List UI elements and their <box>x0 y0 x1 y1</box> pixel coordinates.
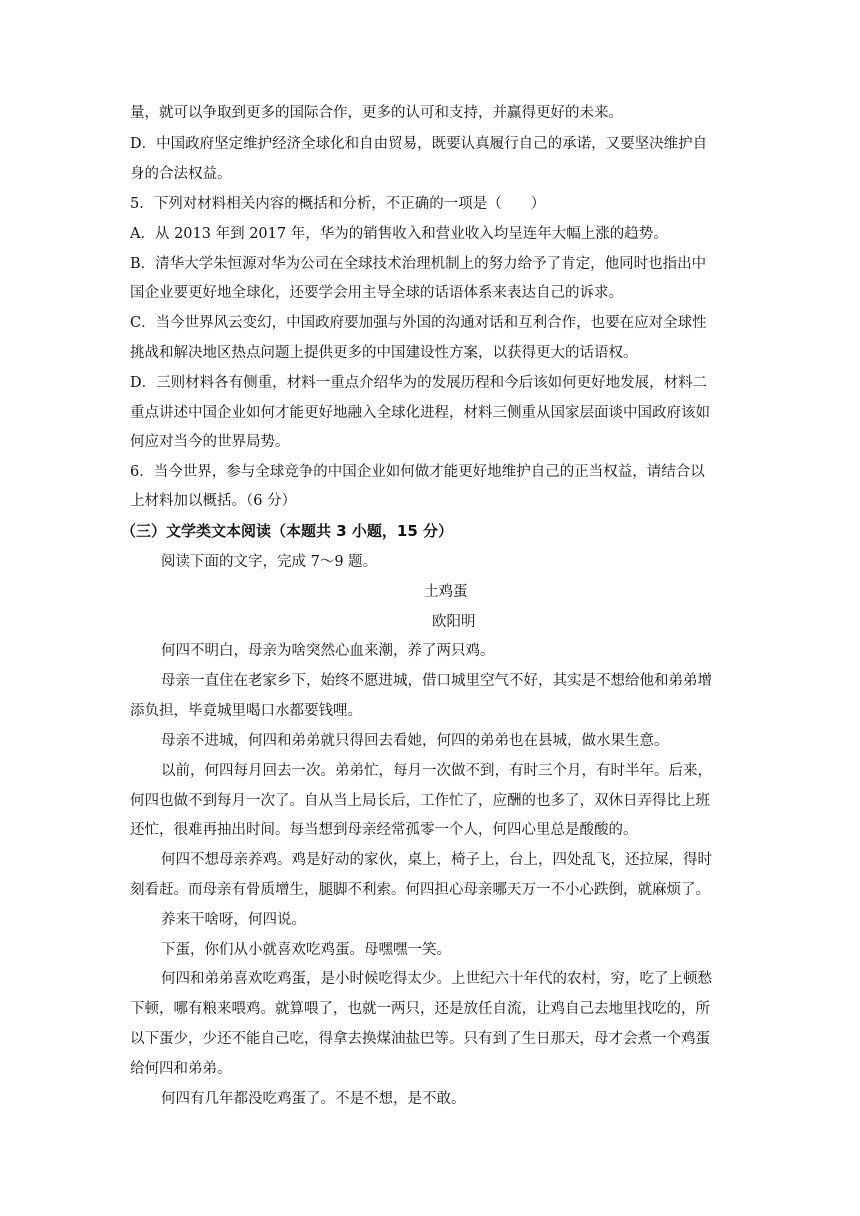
paragraph-line: 何四不想母亲养鸡。鸡是好动的家伙，桌上，椅子上，台上，四处乱飞，还拉屎，得时 <box>161 852 712 868</box>
paragraph-line: 添负担，毕竟城里喝口水都要钱哩。 <box>130 703 362 719</box>
option-b-line-1: B．清华大学朱恒源对华为公司在全球技术治理机制上的努力给予了肯定，他同时也指出中 <box>130 256 707 272</box>
paragraph-line: 何四和弟弟喜欢吃鸡蛋，是小时候吃得太少。上世纪六十年代的农村，穷，吃了上顿愁 <box>161 971 712 987</box>
paragraph-line: 养来干啥呀，何四说。 <box>161 912 306 928</box>
paragraph-line: 还忙，很难再抽出时间。每当想到母亲经常孤零一个人，何四心里总是酸酸的。 <box>130 822 638 838</box>
option-d-line-1: D．中国政府坚定维护经济全球化和自由贸易，既要认真履行自己的承诺，又要坚决维护自 <box>130 136 708 152</box>
paragraph-line: 刻看赶。而母亲有骨质增生，腿脚不利索。何四担心母亲哪天万一不小心跌倒，就麻烦了。 <box>130 882 710 898</box>
paragraph-line: 何四也做不到每月一次了。自从当上局长后，工作忙了，应酬的也多了，双休日弄得比上班 <box>130 793 710 809</box>
option-b-line-2: 国企业要更好地全球化，还要学会用主导全球的话语体系来表达自己的诉求。 <box>130 285 623 301</box>
paragraph-line: 给何四和弟弟。 <box>130 1061 232 1077</box>
option-d2-line-1: D．三则材料各有侧重，材料一重点介绍华为的发展历程和今后该如何更好地发展，材料二 <box>130 375 708 391</box>
option-a: A．从 2013 年到 2017 年，华为的销售收入和营业收入均呈连年大幅上涨的趋势。 <box>130 226 668 242</box>
option-d2-line-3: 何应对当今的世界局势。 <box>130 434 290 450</box>
paragraph-line: 以前，何四每月回去一次。弟弟忙，每月一次做不到，有时三个月，有时半年。后来， <box>161 763 712 779</box>
question-5: 5．下列对材料相关内容的概括和分析，不正确的一项是（ ） <box>130 196 546 212</box>
story-author: 欧阳明 <box>432 614 476 630</box>
paragraph-line: 下顿，哪有粮来喂鸡。就算喂了，也就一两只，还是放任自流，让鸡自己去地里找吃的，所 <box>130 1001 710 1017</box>
section-heading: （三）文学类文本阅读（本题共 3 小题，15 分） <box>121 522 453 540</box>
paragraph-line: 母亲不进城，何四和弟弟就只得回去看她，何四的弟弟也在县城，做水果生意。 <box>161 733 669 749</box>
option-d2-line-2: 重点讲述中国企业如何才能更好地融入全球化进程，材料三侧重从国家层面谈中国政府该如 <box>130 405 710 421</box>
paragraph-line: 以下蛋少，少还不能自己吃，得拿去换煤油盐巴等。只有到了生日那天，母才会煮一个鸡蛋 <box>130 1031 710 1047</box>
question-6-line-1: 6．当今世界，参与全球竞争的中国企业如何做才能更好地维护自己的正当权益，请结合以 <box>130 464 705 480</box>
paragraph-line: 母亲一直住在老家乡下，始终不愿进城，借口城里空气不好，其实是不想给他和弟弟增 <box>161 673 712 689</box>
option-d-line-2: 身的合法权益。 <box>130 166 232 182</box>
story-title: 土鸡蛋 <box>424 584 468 600</box>
paragraph-line: 下蛋，你们从小就喜欢吃鸡蛋。母嘿嘿一笑。 <box>161 942 451 958</box>
text-line: 量，就可以争取到更多的国际合作，更多的认可和支持，并赢得更好的未来。 <box>130 105 623 121</box>
paragraph-line: 何四有几年都没吃鸡蛋了。不是不想，是不敢。 <box>161 1091 466 1107</box>
paragraph-line: 何四不明白，母亲为啥突然心血来潮，养了两只鸡。 <box>161 643 495 659</box>
option-c-line-2: 挑战和解决地区热点问题上提供更多的中国建设性方案，以获得更大的话语权。 <box>130 345 638 361</box>
question-6-line-2: 上材料加以概括。（6 分） <box>130 493 297 509</box>
option-c-line-1: C．当今世界风云变幻，中国政府要加强与外国的沟通对话和互利合作，也要在应对全球性 <box>130 315 707 331</box>
reading-instruction: 阅读下面的文字，完成 7～9 题。 <box>161 554 378 570</box>
